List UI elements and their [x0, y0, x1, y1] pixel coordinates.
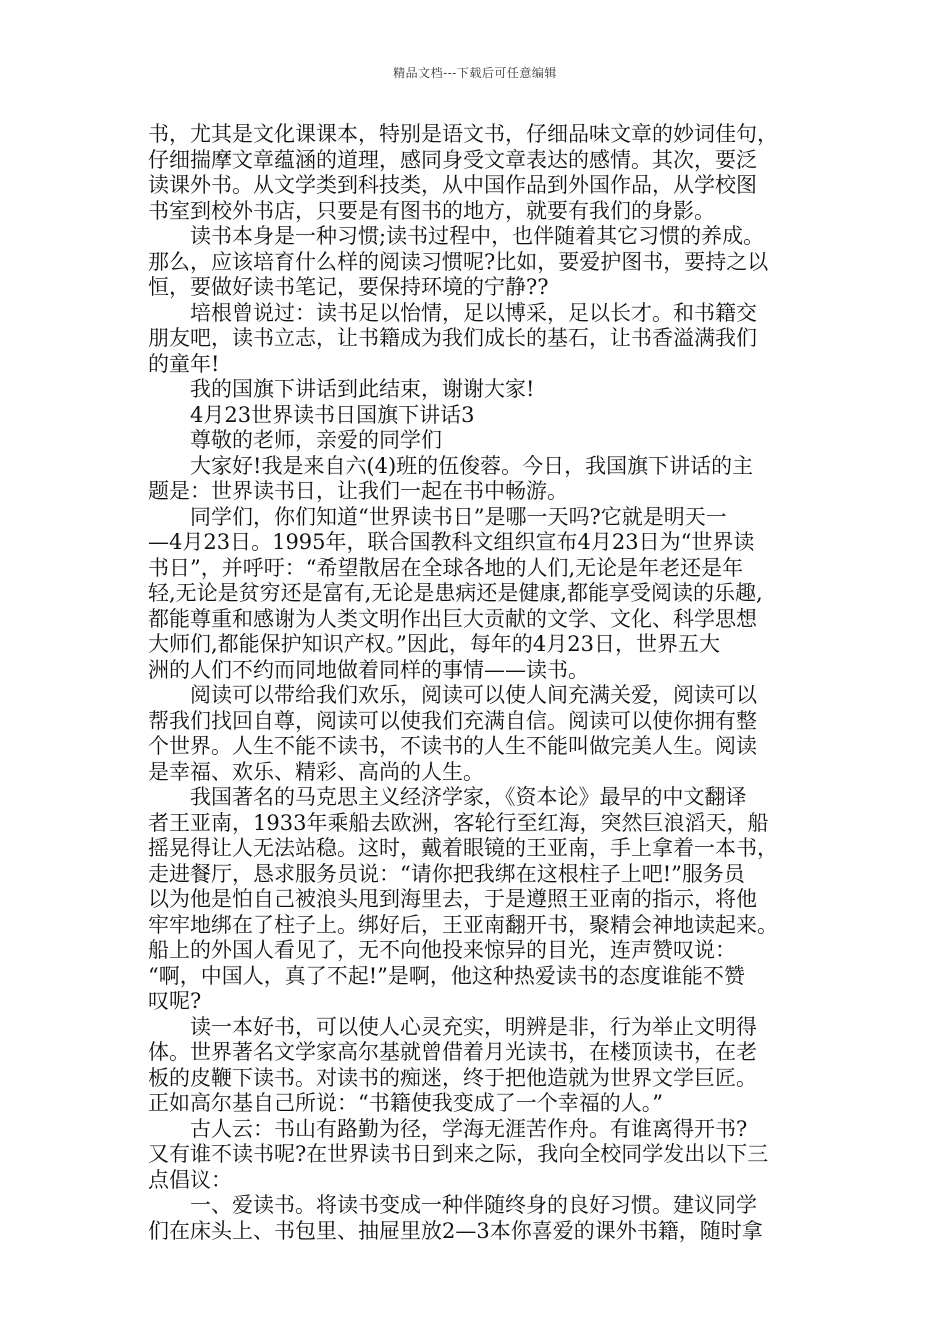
text-line: 个世界。人生不能不读书，不读书的人生不能叫做完美人生。阅读 — [148, 734, 757, 758]
text-line: 朋友吧，读书立志，让书籍成为我们成长的基石，让书香溢满我们 — [148, 326, 757, 350]
text-line: 我国著名的马克思主义经济学家，《资本论》最早的中文翻译 — [148, 785, 747, 809]
text-line: —4月23日。1995年，联合国教科文组织宣布4月23日为“世界读 — [148, 530, 755, 554]
text-line: 们在床头上、书包里、抽屉里放2—3本你喜爱的课外书籍，随时拿 — [148, 1218, 763, 1243]
text-line: “啊，中国人，真了不起!”是啊，他这种热爱读书的态度谁能不赞 — [148, 963, 745, 988]
text-line: 书，尤其是文化课课本，特别是语文书，仔细品味文章的妙词佳句， — [148, 122, 778, 146]
text-line: 的童年! — [148, 351, 220, 376]
text-line: 书室到校外书店，只要是有图书的地方，就要有我们的身影。 — [148, 198, 715, 223]
text-line: 者王亚南，1933年乘船去欧洲，客轮行至红海，突然巨浪滔天，船 — [148, 810, 769, 835]
text-line: 书日”，并呼吁：“希望散居在全球各地的人们,无论是年老还是年 — [148, 555, 744, 580]
text-line: 大师们,都能保护知识产权。”因此，每年的4月23日，世界五大 — [148, 632, 720, 656]
text-line: 读书本身是一种习惯;读书过程中，也伴随着其它习惯的养成。 — [148, 224, 765, 248]
text-line: 走进餐厅，恳求服务员说：“请你把我绑在这根柱子上吧!”服务员 — [148, 861, 745, 886]
text-line: 以为他是怕自己被浪头甩到海里去，于是遵照王亚南的指示，将他 — [148, 887, 757, 911]
text-line: 是幸福、欢乐、精彩、高尚的人生。 — [148, 759, 484, 784]
text-line: 叹呢? — [148, 989, 202, 1013]
text-line: 读一本好书，可以使人心灵充实，明辨是非，行为举止文明得 — [148, 1014, 757, 1039]
text-line: 古人云：书山有路勤为径，学海无涯苦作舟。有谁离得开书? — [148, 1116, 748, 1141]
text-line: 仔细揣摩文章蕴涵的道理，感同身受文章表达的感情。其次，要泛 — [148, 147, 757, 172]
text-line: 4月23世界读书日国旗下讲话3 — [148, 402, 475, 427]
text-line: 那么，应该培育什么样的阅读习惯呢?比如，要爱护图书，要持之以 — [148, 249, 769, 274]
text-line: 船上的外国人看见了，无不向他投来惊异的目光，连声赞叹说： — [148, 938, 736, 962]
text-line: 尊敬的老师，亲爱的同学们 — [148, 428, 442, 452]
text-line: 摇晃得让人无法站稳。这时，戴着眼镜的王亚南，手上拿着一本书， — [148, 836, 778, 860]
text-line: 洲的人们不约而同地做着同样的事情——读书。 — [148, 657, 589, 682]
text-line: 恒，要做好读书笔记，要保持环境的宁静?? — [148, 275, 549, 299]
text-line: 轻,无论是贫穷还是富有,无论是患病还是健康,都能享受阅读的乐趣, — [148, 581, 763, 605]
text-line: 又有谁不读书呢?在世界读书日到来之际，我向全校同学发出以下三 — [148, 1142, 769, 1166]
text-line: 一、爱读书。将读书变成一种伴随终身的良好习惯。建议同学 — [148, 1193, 757, 1217]
document-body — [148, 122, 812, 1244]
text-line: 我的国旗下讲话到此结束，谢谢大家! — [148, 377, 535, 401]
text-line: 大家好!我是来自六(4)班的伍俊蓉。今日，我国旗下讲话的主 — [148, 453, 754, 478]
text-line: 阅读可以带给我们欢乐，阅读可以使人间充满关爱，阅读可以 — [148, 683, 757, 707]
text-line: 体。世界著名文学家高尔基就曾借着月光读书，在楼顶读书，在老 — [148, 1040, 757, 1064]
text-line: 正如高尔基自己所说：“书籍使我变成了一个幸福的人。” — [148, 1091, 663, 1115]
text-line: 板的皮鞭下读书。对读书的痴迷，终于把他造就为世界文学巨匠。 — [148, 1065, 757, 1090]
text-line: 读课外书。从文学类到科技类，从中国作品到外国作品，从学校图 — [148, 173, 757, 197]
text-line: 点倡议： — [148, 1167, 232, 1192]
text-line: 帮我们找回自尊，阅读可以使我们充满自信。阅读可以使你拥有整 — [148, 708, 757, 733]
text-line: 都能尊重和感谢为人类文明作出巨大贡献的文学、文化、科学思想 — [148, 606, 757, 631]
text-line: 同学们，你们知道“世界读书日”是哪一天吗?它就是明天一 — [148, 504, 727, 529]
text-line: 牢牢地绑在了柱子上。绑好后，王亚南翻开书，聚精会神地读起来。 — [148, 912, 778, 937]
page-header: 精品文档---下载后可任意编辑 — [393, 66, 557, 80]
text-line: 培根曾说过：读书足以怡情，足以博采，足以长才。和书籍交 — [148, 300, 757, 325]
text-line: 题是：世界读书日，让我们一起在书中畅游。 — [148, 479, 568, 503]
